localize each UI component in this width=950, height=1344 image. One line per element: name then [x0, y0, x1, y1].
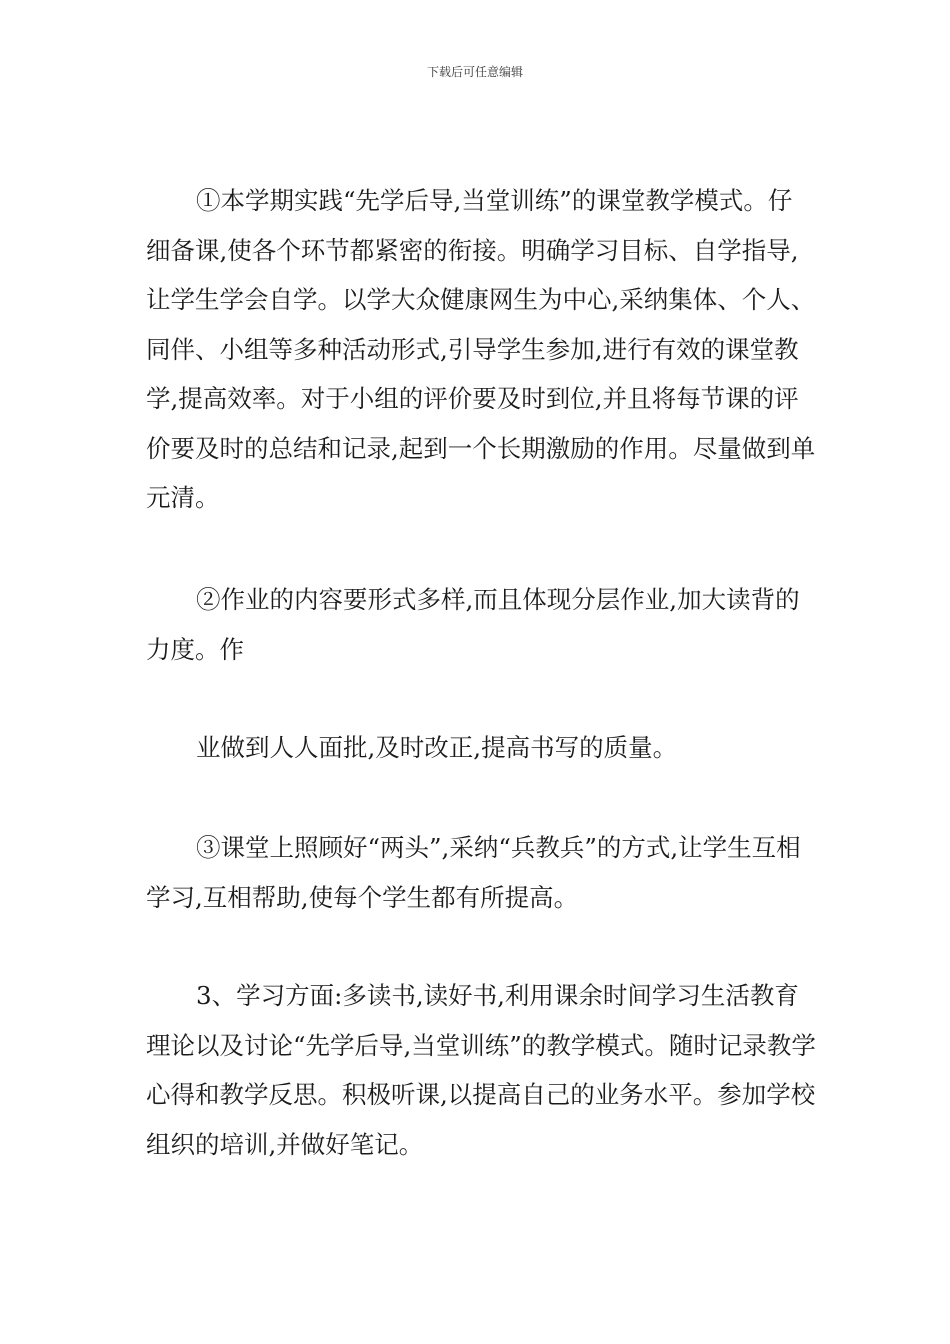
paragraph-1: ①本学期实践“先学后导,当堂训练”的课堂教学模式。仔细备课,使各个环节都紧密的衔接。明确学习目标、自学指导,让学生学会自学。以学大众健康网生为中心,采纳集体、个人、同伴、小组等多种活动形式,引导学生参加,进行有效的课堂教学,提高效率。对于小组的评价要及时到位,并且将每节课的评价要及时的总结和记录,起到一个长期激励的作用。尽量做到单元清。 — [146, 186, 816, 512]
page-header: 下载后可任意编辑 — [426, 65, 523, 79]
paragraph-2: ②作业的内容要形式多样,而且体现分层作业,加大读背的力度。作 — [146, 585, 800, 664]
paragraph-3: 业做到人人面批,及时改正,提高书写的质量。 — [196, 733, 678, 762]
paragraph-4: ③课堂上照顾好“两头”,采纳“兵教兵”的方式,让学生互相学习,互相帮助,使每个学生都有所提高。 — [146, 833, 801, 912]
paragraph-5: 3、学习方面:多读书,读好书,利用课余时间学习生活教育理论以及讨论“先学后导,当堂训练”的教学模式。随时记录教学心得和教学反思。积极听课,以提高自己的业务水平。参加学校组织的培训,并做好笔记。 — [146, 981, 816, 1159]
